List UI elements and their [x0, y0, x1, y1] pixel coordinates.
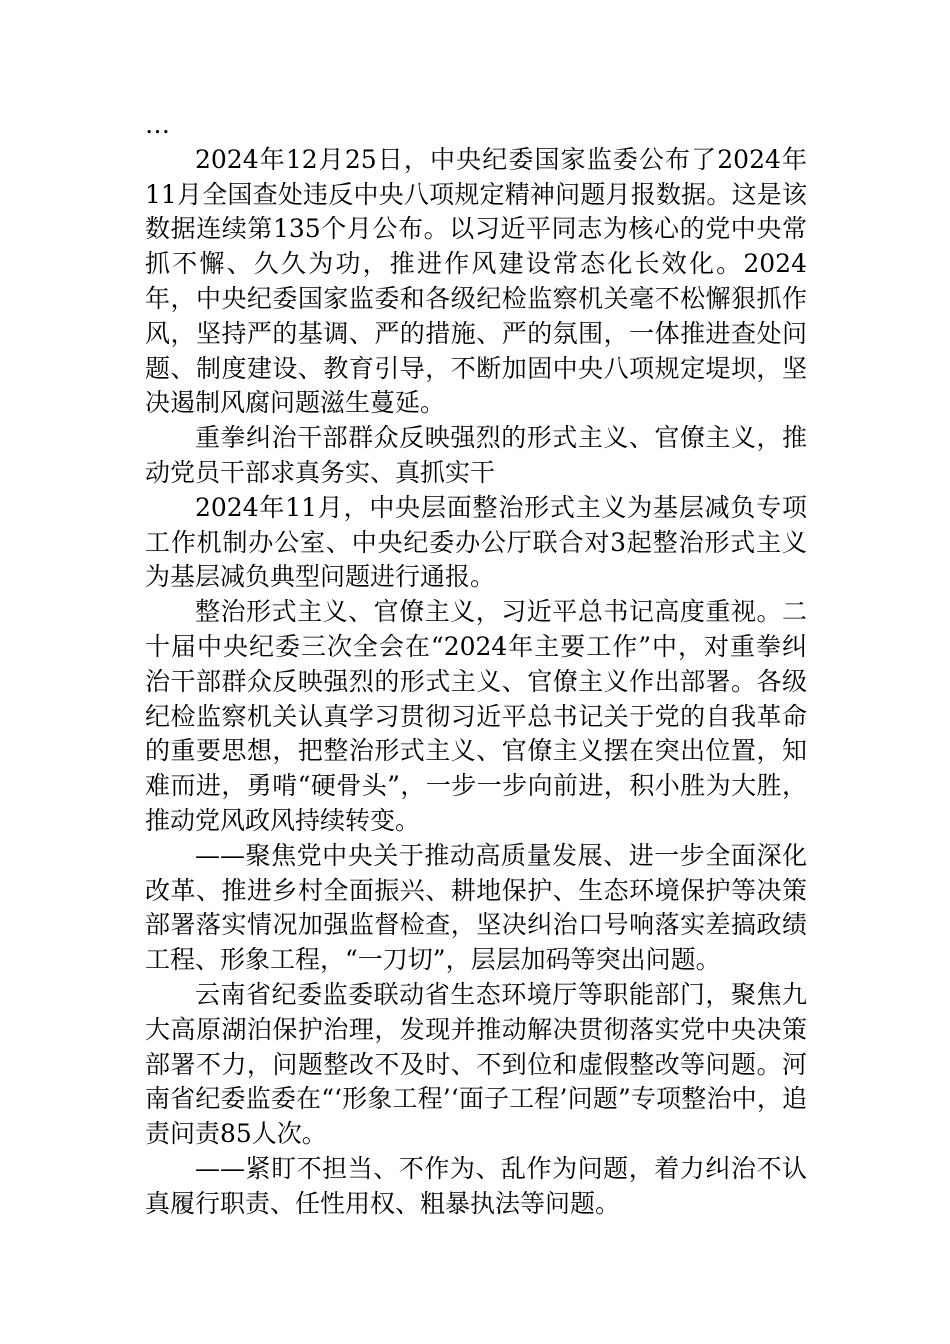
paragraph-monthly-data: 2024年12月25日，中央纪委国家监委公布了2024年11月全国查处违反中央八项规定精神问题月报数据。这是该数据连续第135个月公布。以习近平同志为核心的党中央常抓不懈、久久为功，推进作风建设常态化长效化。2024年，中央纪委国家监委和各级纪检监察机关毫不松懈狠抓作风，坚持严的基调、严的措施、严的氛围，一体推进查处问题、制度建设、教育引导，不断加固中央八项规定堤坝，坚决遏制风腐问题滋生蔓延。 — [145, 144, 807, 418]
document-body — [145, 108, 807, 1222]
leading-ellipsis: … — [145, 110, 170, 139]
paragraph-provincial-examples: 云南省纪委监委联动省生态环境厅等职能部门，聚焦九大高原湖泊保护治理，发现并推动解决贯彻落实党中央决策部署不力，问题整改不及时、不到位和虚假整改等问题。河南省纪委监委在“‘形象工程’‘面子工程’问题”专项整治中，追责问责85人次。 — [145, 979, 807, 1149]
paragraph-notification: 2024年11月，中央层面整治形式主义为基层减负专项工作机制办公室、中央纪委办公厅联合对3起整治形式主义为基层减负典型问题进行通报。 — [145, 492, 807, 592]
paragraph-focus-decisions: ——聚焦党中央关于推动高质量发展、进一步全面深化改革、推进乡村全面振兴、耕地保护、生态环境保护等决策部署落实情况加强监督检查，坚决纠治口号响落实差搞政绩工程、形象工程，“一刀切”，层层加码等突出问题。 — [145, 840, 807, 975]
section-heading: 重拳纠治干部群众反映强烈的形式主义、官僚主义，推动党员干部求真务实、真抓实干 — [145, 423, 807, 487]
paragraph-formalism: 整治形式主义、官僚主义，习近平总书记高度重视。二十届中央纪委三次全会在“2024年主要工作”中，对重拳纠治干部群众反映强烈的形式主义、官僚主义作出部署。各级纪检监察机关认真学习贯彻习近平总书记关于党的自我革命的重要思想，把整治形式主义、官僚主义摆在突出位置，知难而进，勇啃“硬骨头”，一步一步向前进，积小胜为大胜，推动党风政风持续转变。 — [145, 597, 807, 835]
paragraph-responsibility: ——紧盯不担当、不作为、乱作为问题，着力纠治不认真履行职责、任性用权、粗暴执法等问题。 — [145, 1153, 807, 1218]
